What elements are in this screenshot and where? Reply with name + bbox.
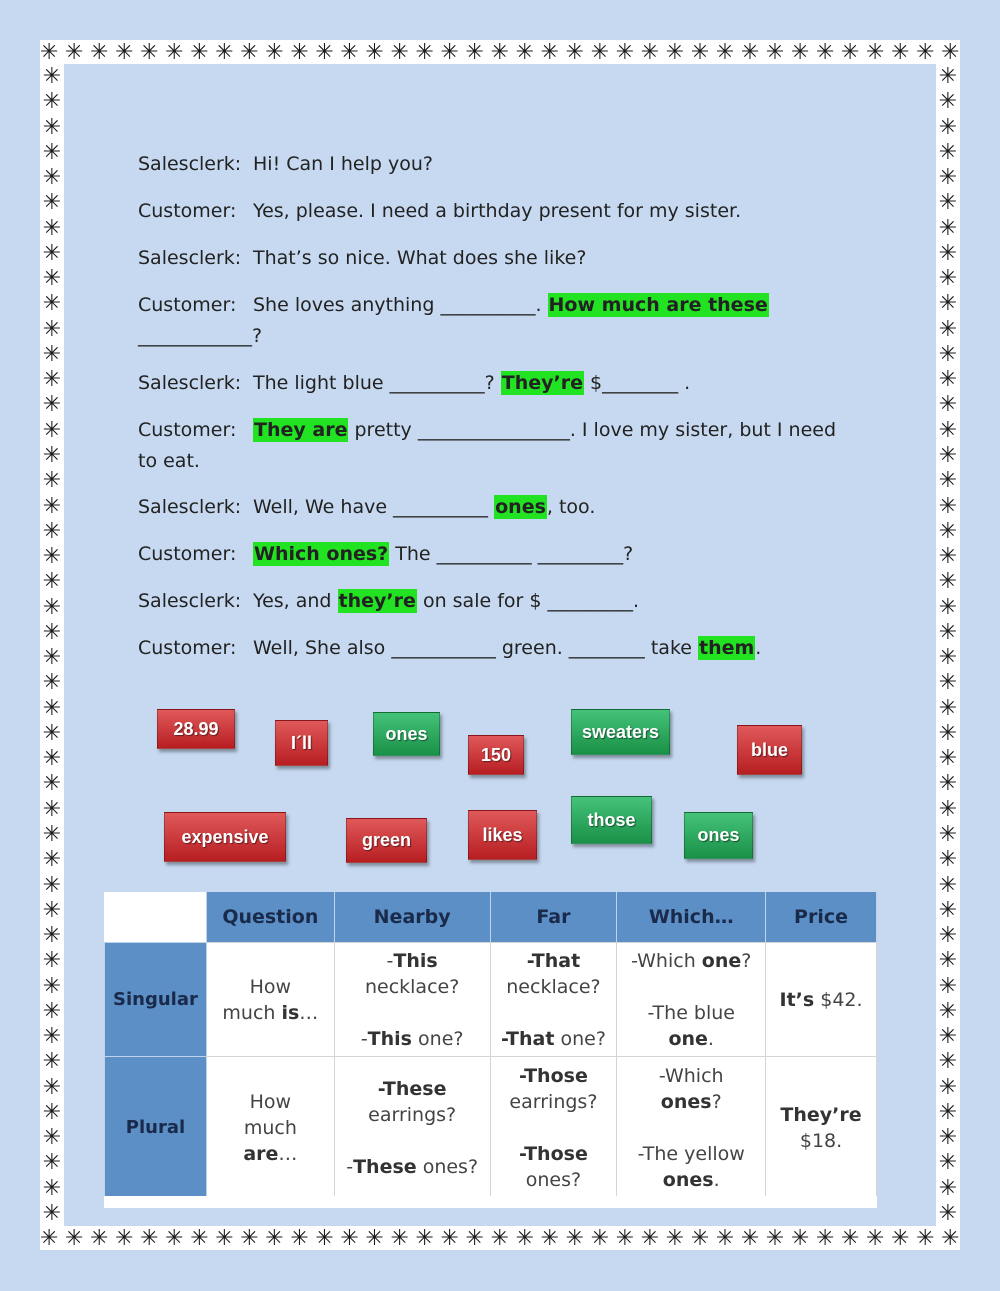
star-icon: ✳ xyxy=(42,1099,62,1125)
cell-text: $42. xyxy=(814,988,863,1011)
star-icon: ✳ xyxy=(938,417,958,443)
star-icon: ✳ xyxy=(938,1024,958,1050)
line-text: The __________ _________? xyxy=(389,543,634,565)
star-icon: ✳ xyxy=(42,746,62,772)
star-icon: ✳ xyxy=(938,1175,958,1201)
header-blank xyxy=(105,892,207,943)
star-icon: ✳ xyxy=(565,1226,585,1250)
speaker-label: Salesclerk: xyxy=(138,590,242,612)
star-icon: ✳ xyxy=(615,1226,635,1250)
cell-text: -The yellow xyxy=(637,1142,745,1165)
star-icon: ✳ xyxy=(42,1024,62,1050)
star-icon: ✳ xyxy=(42,114,62,140)
star-icon: ✳ xyxy=(740,1226,760,1250)
star-icon: ✳ xyxy=(590,1226,610,1250)
star-icon: ✳ xyxy=(465,1226,484,1250)
grammar-table xyxy=(104,892,877,1199)
highlight: they’re xyxy=(338,590,416,612)
line-text: , too. xyxy=(546,496,596,518)
star-icon: ✳ xyxy=(938,291,958,317)
star-icon: ✳ xyxy=(440,40,459,64)
star-icon: ✳ xyxy=(938,190,958,216)
star-icon: ✳ xyxy=(42,998,62,1024)
star-icon: ✳ xyxy=(866,1226,885,1250)
star-icon: ✳ xyxy=(265,40,284,64)
star-icon: ✳ xyxy=(42,266,62,292)
star-icon: ✳ xyxy=(190,1226,209,1250)
word-tile-ones-2[interactable]: ones xyxy=(684,812,753,859)
star-icon: ✳ xyxy=(938,316,958,342)
line-text: ____________? xyxy=(138,325,263,347)
star-icon: ✳ xyxy=(640,1226,660,1250)
star-icon: ✳ xyxy=(42,1074,62,1100)
star-icon: ✳ xyxy=(42,872,62,898)
cell-text: are xyxy=(243,1142,279,1165)
star-icon: ✳ xyxy=(938,821,958,847)
cell-text: ? xyxy=(741,949,752,972)
star-icon: ✳ xyxy=(938,165,958,191)
header-question: Question xyxy=(206,892,334,943)
line-text: on sale for $ _________. xyxy=(416,590,640,612)
star-icon: ✳ xyxy=(115,1226,134,1250)
line-text: She loves anything __________. xyxy=(253,294,548,316)
star-icon: ✳ xyxy=(640,40,660,64)
star-icon: ✳ xyxy=(891,40,910,64)
cell-text: one xyxy=(701,949,742,972)
word-tile-blue[interactable]: blue xyxy=(737,725,802,775)
cell-text: is xyxy=(281,1001,300,1024)
star-icon: ✳ xyxy=(365,40,384,64)
star-icon: ✳ xyxy=(938,872,958,898)
header-price: Price xyxy=(766,892,877,943)
star-icon: ✳ xyxy=(265,1226,284,1250)
cell-text: one? xyxy=(411,1027,464,1050)
star-icon: ✳ xyxy=(315,1226,334,1250)
cell-text: much xyxy=(243,1116,297,1139)
star-icon: ✳ xyxy=(42,948,62,974)
highlight: They’re xyxy=(501,372,583,394)
star-icon: ✳ xyxy=(938,518,958,544)
cell-question xyxy=(206,943,334,1057)
star-icon: ✳ xyxy=(938,998,958,1024)
word-tile-expensive[interactable]: expensive xyxy=(164,812,286,862)
star-icon: ✳ xyxy=(540,1226,560,1250)
cell-text: one xyxy=(668,1027,708,1050)
cell-text: -Those xyxy=(519,1142,588,1165)
highlight: How much are these xyxy=(548,294,768,316)
cell-text: -That xyxy=(500,1027,555,1050)
cell-text: They’re xyxy=(780,1103,862,1126)
star-icon: ✳ xyxy=(938,64,958,89)
header-far: Far xyxy=(490,892,617,943)
dialogue-line xyxy=(138,247,586,269)
star-icon: ✳ xyxy=(938,619,958,645)
cell-text: How xyxy=(249,1090,292,1113)
star-icon: ✳ xyxy=(938,1074,958,1100)
cell-text: This xyxy=(367,1027,412,1050)
star-icon: ✳ xyxy=(941,40,960,64)
star-icon: ✳ xyxy=(938,973,958,999)
star-icon: ✳ xyxy=(715,1226,735,1250)
cell-text: much xyxy=(222,1001,282,1024)
highlight: Which ones? xyxy=(254,543,389,565)
line-text: $________ . xyxy=(584,372,691,394)
star-icon: ✳ xyxy=(40,40,59,64)
star-icon: ✳ xyxy=(815,1226,835,1250)
star-icon: ✳ xyxy=(690,40,710,64)
word-tile-150[interactable]: 150 xyxy=(468,735,524,775)
star-icon: ✳ xyxy=(765,1226,785,1250)
star-icon: ✳ xyxy=(938,341,958,367)
star-icon: ✳ xyxy=(565,40,585,64)
star-icon: ✳ xyxy=(938,796,958,822)
star-icon: ✳ xyxy=(938,493,958,519)
star-icon: ✳ xyxy=(938,215,958,241)
star-icon: ✳ xyxy=(515,1226,535,1250)
speaker-label: Salesclerk: xyxy=(138,247,242,269)
star-icon: ✳ xyxy=(42,1049,62,1075)
cell-text: -The blue xyxy=(647,1001,735,1024)
star-icon: ✳ xyxy=(42,417,62,443)
table-header-row xyxy=(105,892,877,943)
star-icon: ✳ xyxy=(42,1125,62,1151)
star-icon: ✳ xyxy=(365,1226,384,1250)
line-text: Yes, and xyxy=(253,590,338,612)
word-tile-ones[interactable]: ones xyxy=(373,712,440,756)
star-icon: ✳ xyxy=(938,1150,958,1176)
star-icon: ✳ xyxy=(938,569,958,595)
star-icon: ✳ xyxy=(938,367,958,393)
speaker-label: Customer: xyxy=(138,543,237,565)
star-icon: ✳ xyxy=(140,40,159,64)
star-icon: ✳ xyxy=(42,468,62,494)
star-icon: ✳ xyxy=(90,1226,109,1250)
star-icon: ✳ xyxy=(490,40,509,64)
star-icon: ✳ xyxy=(42,518,62,544)
decorative-border-bottom xyxy=(40,1226,960,1250)
cell-text: -Which xyxy=(631,949,702,972)
star-icon: ✳ xyxy=(115,40,134,64)
cell-which xyxy=(617,943,766,1057)
dialogue-line xyxy=(138,590,639,612)
cell-text: . xyxy=(707,1027,714,1050)
star-icon: ✳ xyxy=(315,40,334,64)
star-icon: ✳ xyxy=(215,40,234,64)
dialogue-line xyxy=(138,419,836,441)
cell-nearby xyxy=(334,1057,490,1199)
star-icon: ✳ xyxy=(540,40,560,64)
table-footer xyxy=(104,1196,877,1208)
speaker-label: Customer: xyxy=(138,419,237,441)
cell-text: $18. xyxy=(799,1129,843,1152)
speaker-label: Salesclerk: xyxy=(138,372,242,394)
star-icon: ✳ xyxy=(42,821,62,847)
word-tile-likes[interactable]: likes xyxy=(468,810,537,860)
star-icon: ✳ xyxy=(90,40,109,64)
table-row-singular xyxy=(105,943,877,1057)
word-tile-ill[interactable]: I´ll xyxy=(275,720,328,766)
star-icon: ✳ xyxy=(165,1226,184,1250)
star-icon: ✳ xyxy=(42,392,62,418)
star-icon: ✳ xyxy=(715,40,735,64)
cell-far xyxy=(490,943,617,1057)
cell-text: - xyxy=(346,1155,354,1178)
cell-text: ones? xyxy=(525,1168,582,1191)
dialogue-line-continued xyxy=(138,450,200,472)
star-icon: ✳ xyxy=(42,771,62,797)
decorative-border-left xyxy=(40,64,64,1226)
star-icon: ✳ xyxy=(916,1226,935,1250)
star-icon: ✳ xyxy=(190,40,209,64)
word-tile-sweaters[interactable]: sweaters xyxy=(571,709,670,755)
star-icon: ✳ xyxy=(465,40,484,64)
star-icon: ✳ xyxy=(165,40,184,64)
star-icon: ✳ xyxy=(42,240,62,266)
star-icon: ✳ xyxy=(515,40,535,64)
star-icon: ✳ xyxy=(938,923,958,949)
speaker-label: Salesclerk: xyxy=(138,496,242,518)
cell-text: earrings? xyxy=(509,1090,598,1113)
cell-text: earrings? xyxy=(368,1103,457,1126)
speaker-label: Customer: xyxy=(138,200,237,222)
star-icon: ✳ xyxy=(690,1226,710,1250)
star-icon: ✳ xyxy=(938,544,958,570)
star-icon: ✳ xyxy=(390,40,409,64)
star-icon: ✳ xyxy=(740,40,760,64)
star-icon: ✳ xyxy=(42,367,62,393)
dialogue-line-continued xyxy=(138,325,262,347)
cell-far xyxy=(490,1057,617,1199)
decorative-border-top xyxy=(40,40,960,64)
highlight: them xyxy=(699,637,755,659)
line-text: The light blue __________? xyxy=(253,372,501,394)
star-icon: ✳ xyxy=(42,1200,62,1226)
dialogue-line xyxy=(138,372,690,394)
star-icon: ✳ xyxy=(42,291,62,317)
cell-text: -These xyxy=(377,1077,447,1100)
cell-text: - xyxy=(386,949,394,972)
line-text: pretty ________________. I love my sister, but I need xyxy=(348,419,837,441)
star-icon: ✳ xyxy=(841,40,860,64)
cell-text: These xyxy=(353,1155,417,1178)
cell-text: - xyxy=(360,1027,368,1050)
star-icon: ✳ xyxy=(938,771,958,797)
star-icon: ✳ xyxy=(790,1226,810,1250)
star-icon: ✳ xyxy=(240,40,259,64)
star-icon: ✳ xyxy=(42,316,62,342)
cell-which xyxy=(617,1057,766,1199)
star-icon: ✳ xyxy=(42,670,62,696)
star-icon: ✳ xyxy=(938,670,958,696)
cell-price xyxy=(766,943,877,1057)
cell-text: ones xyxy=(662,1168,714,1191)
word-tile-those[interactable]: those xyxy=(571,796,652,844)
star-icon: ✳ xyxy=(42,569,62,595)
star-icon: ✳ xyxy=(938,1099,958,1125)
star-icon: ✳ xyxy=(938,1125,958,1151)
star-icon: ✳ xyxy=(42,695,62,721)
star-icon: ✳ xyxy=(938,695,958,721)
star-icon: ✳ xyxy=(938,948,958,974)
star-icon: ✳ xyxy=(938,1200,958,1226)
star-icon: ✳ xyxy=(42,645,62,671)
star-icon: ✳ xyxy=(42,1150,62,1176)
star-icon: ✳ xyxy=(790,40,810,64)
star-icon: ✳ xyxy=(65,40,84,64)
star-icon: ✳ xyxy=(42,493,62,519)
line-text: . xyxy=(755,637,762,659)
dialogue-line xyxy=(138,153,433,175)
star-icon: ✳ xyxy=(938,442,958,468)
highlight: They are xyxy=(254,419,348,441)
star-icon: ✳ xyxy=(415,40,434,64)
cell-nearby xyxy=(334,943,490,1057)
speaker-label: Customer: xyxy=(138,294,237,316)
star-icon: ✳ xyxy=(891,1226,910,1250)
star-icon: ✳ xyxy=(938,847,958,873)
star-icon: ✳ xyxy=(938,720,958,746)
dialogue-line xyxy=(138,496,595,518)
star-icon: ✳ xyxy=(340,40,359,64)
cell-text: necklace? xyxy=(506,975,601,998)
cell-text: -Which xyxy=(658,1064,724,1087)
star-icon: ✳ xyxy=(42,139,62,165)
cell-text: … xyxy=(278,1142,298,1165)
cell-text: necklace? xyxy=(364,975,460,998)
cell-text: . xyxy=(713,1168,720,1191)
cell-text: ? xyxy=(711,1090,722,1113)
star-icon: ✳ xyxy=(42,897,62,923)
dialogue-line xyxy=(138,637,761,659)
star-icon: ✳ xyxy=(841,1226,860,1250)
cell-text: It’s xyxy=(779,988,815,1011)
star-icon: ✳ xyxy=(42,544,62,570)
table-row-plural xyxy=(105,1057,877,1199)
cell-text: one? xyxy=(554,1027,606,1050)
star-icon: ✳ xyxy=(866,40,885,64)
star-icon: ✳ xyxy=(42,973,62,999)
star-icon: ✳ xyxy=(938,392,958,418)
star-icon: ✳ xyxy=(42,619,62,645)
cell-text: How xyxy=(249,975,292,998)
star-icon: ✳ xyxy=(590,40,610,64)
star-icon: ✳ xyxy=(290,40,309,64)
star-icon: ✳ xyxy=(938,114,958,140)
star-icon: ✳ xyxy=(42,923,62,949)
star-icon: ✳ xyxy=(938,645,958,671)
header-nearby: Nearby xyxy=(334,892,490,943)
line-text: That’s so nice. What does she like? xyxy=(253,247,587,269)
star-icon: ✳ xyxy=(390,1226,409,1250)
star-icon: ✳ xyxy=(815,40,835,64)
star-icon: ✳ xyxy=(42,1175,62,1201)
line-text: Well, She also ___________ green. ________ take xyxy=(253,637,698,659)
star-icon: ✳ xyxy=(42,796,62,822)
star-icon: ✳ xyxy=(615,40,635,64)
cell-text: ones xyxy=(660,1090,712,1113)
star-icon: ✳ xyxy=(490,1226,509,1250)
star-icon: ✳ xyxy=(42,847,62,873)
row-label-singular: Singular xyxy=(105,943,207,1057)
highlight: ones xyxy=(495,496,546,518)
star-icon: ✳ xyxy=(938,594,958,620)
dialogue-line xyxy=(138,200,741,222)
speaker-label: Customer: xyxy=(138,637,237,659)
star-icon: ✳ xyxy=(938,746,958,772)
cell-price xyxy=(766,1057,877,1199)
line-text: Yes, please. I need a birthday present for my sister. xyxy=(253,200,742,222)
cell-text: … xyxy=(299,1001,319,1024)
star-icon: ✳ xyxy=(938,468,958,494)
star-icon: ✳ xyxy=(916,40,935,64)
star-icon: ✳ xyxy=(140,1226,159,1250)
cell-text: -Those xyxy=(519,1064,588,1087)
line-text: Hi! Can I help you? xyxy=(253,153,433,175)
star-icon: ✳ xyxy=(42,190,62,216)
cell-question xyxy=(206,1057,334,1199)
row-label-plural: Plural xyxy=(105,1057,207,1199)
star-icon: ✳ xyxy=(665,1226,685,1250)
star-icon: ✳ xyxy=(42,89,62,115)
star-icon: ✳ xyxy=(42,442,62,468)
star-icon: ✳ xyxy=(938,266,958,292)
line-text: Well, We have __________ xyxy=(253,496,495,518)
star-icon: ✳ xyxy=(340,1226,359,1250)
decorative-border-right xyxy=(936,64,960,1226)
dialogue-line xyxy=(138,543,633,565)
speaker-label: Salesclerk: xyxy=(138,153,242,175)
star-icon: ✳ xyxy=(938,89,958,115)
star-icon: ✳ xyxy=(938,240,958,266)
star-icon: ✳ xyxy=(290,1226,309,1250)
word-tile-green[interactable]: green xyxy=(346,818,427,863)
star-icon: ✳ xyxy=(665,40,685,64)
star-icon: ✳ xyxy=(941,1226,960,1250)
line-text: to eat. xyxy=(138,450,200,472)
star-icon: ✳ xyxy=(40,1226,59,1250)
header-which: Which… xyxy=(617,892,766,943)
star-icon: ✳ xyxy=(42,341,62,367)
star-icon: ✳ xyxy=(215,1226,234,1250)
star-icon: ✳ xyxy=(938,139,958,165)
cell-text: -That xyxy=(526,949,581,972)
star-icon: ✳ xyxy=(42,64,62,89)
star-icon: ✳ xyxy=(42,215,62,241)
star-icon: ✳ xyxy=(42,165,62,191)
cell-text: This xyxy=(393,949,438,972)
star-icon: ✳ xyxy=(42,720,62,746)
cell-text: ones? xyxy=(416,1155,479,1178)
star-icon: ✳ xyxy=(938,897,958,923)
star-icon: ✳ xyxy=(765,40,785,64)
dialogue-line xyxy=(138,294,769,316)
star-icon: ✳ xyxy=(440,1226,459,1250)
star-icon: ✳ xyxy=(415,1226,434,1250)
word-tile-28-99[interactable]: 28.99 xyxy=(157,709,235,749)
star-icon: ✳ xyxy=(65,1226,84,1250)
star-icon: ✳ xyxy=(938,1049,958,1075)
star-icon: ✳ xyxy=(240,1226,259,1250)
star-icon: ✳ xyxy=(42,594,62,620)
